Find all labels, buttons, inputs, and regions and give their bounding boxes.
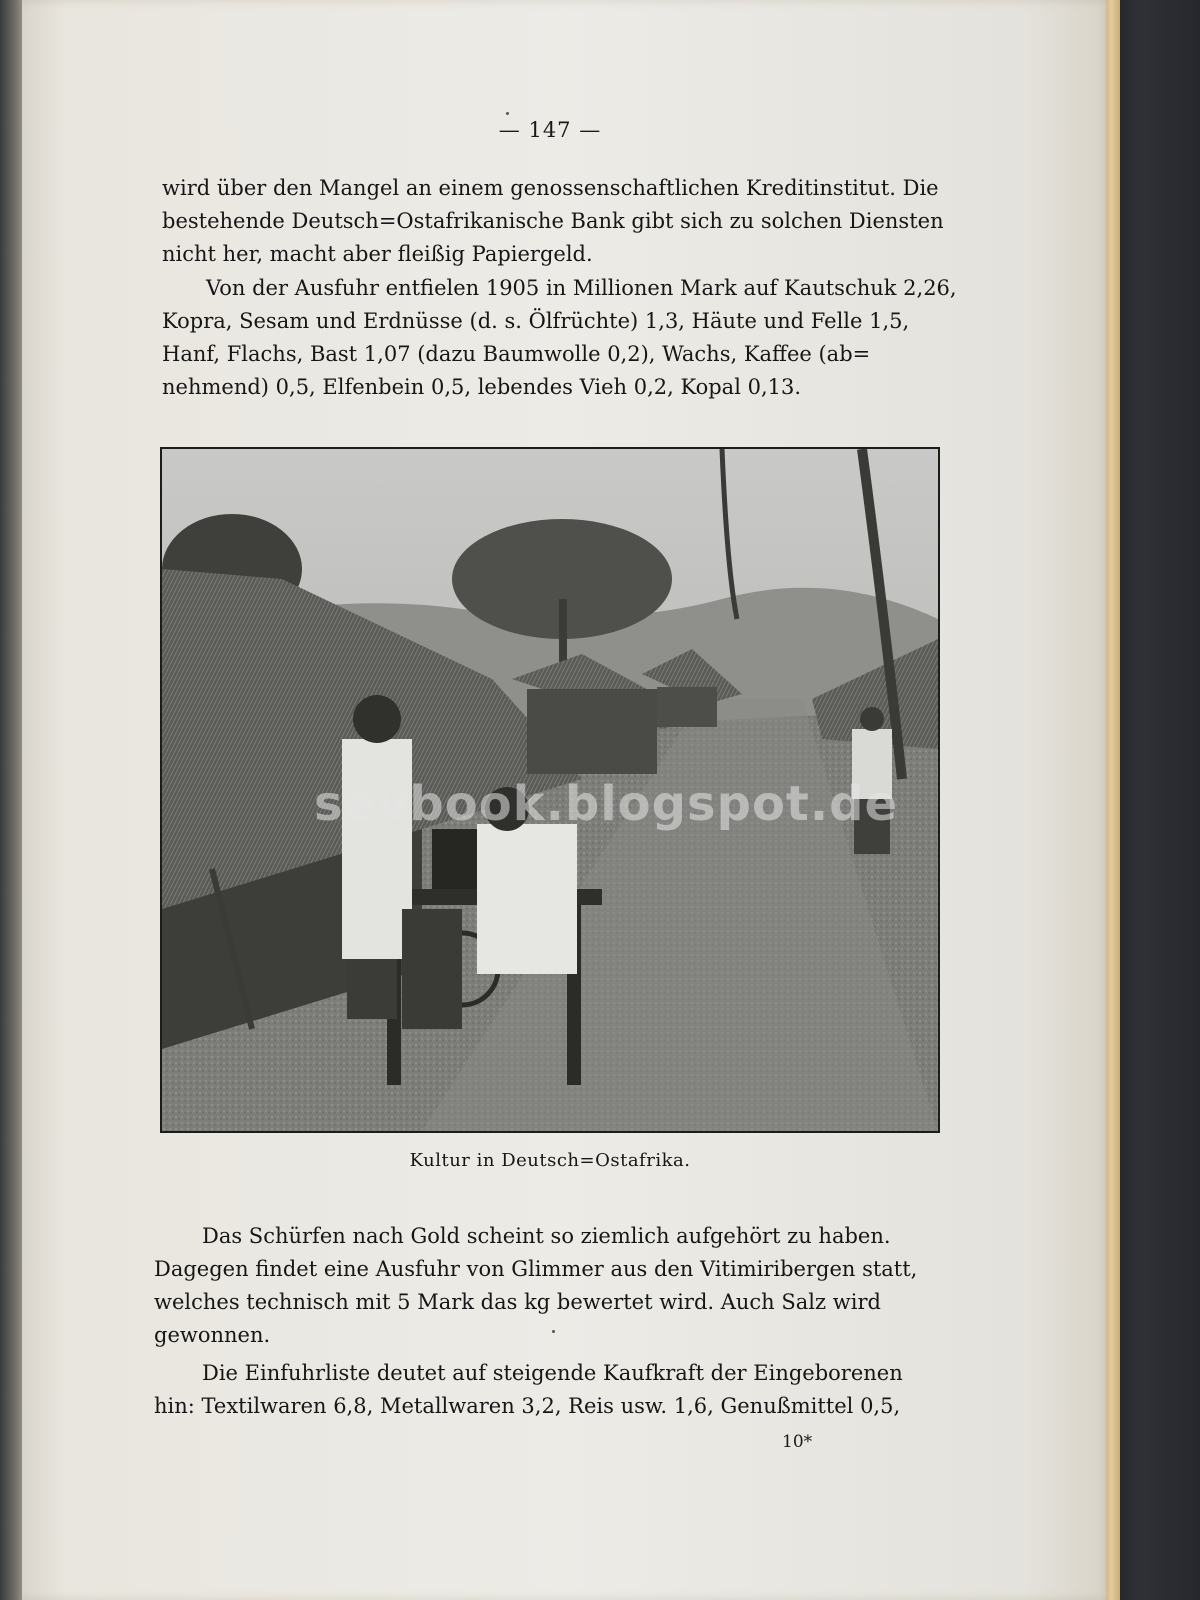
watermark-text: sevbook.blogspot.de: [313, 776, 899, 832]
page-number: — 147 —: [498, 118, 602, 142]
page-edge: [1106, 0, 1120, 1600]
paragraph-credit: [162, 172, 944, 271]
text-line: welches technisch mit 5 Mark das kg bewertet wird. Auch Salz wird: [154, 1290, 881, 1314]
text-line: bestehende Deutsch=Ostafrikanische Bank gibt sich zu solchen Diensten: [162, 209, 944, 233]
figure-caption: Kultur in Deutsch=Ostafrika.: [409, 1150, 691, 1171]
print-speck: [506, 112, 509, 115]
text-line: wird über den Mangel an einem genossenschaftlichen Kreditinstitut. Die: [162, 176, 939, 200]
text-line: Kopra, Sesam und Erdnüsse (d. s. Ölfrüchte) 1,3, Häute und Felle 1,5,: [162, 309, 910, 333]
text-line: Die Einfuhrliste deutet auf steigende Kaufkraft der Eingeborenen: [202, 1361, 903, 1385]
text-line: nehmend) 0,5, Elfenbein 0,5, lebendes Vieh 0,2, Kopal 0,13.: [162, 375, 802, 399]
text-line: nicht her, macht aber fleißig Papiergeld.: [162, 242, 593, 266]
text-line: gewonnen.: [154, 1323, 271, 1347]
text-line: Dagegen findet eine Ausfuhr von Glimmer aus den Vitimiribergen statt,: [154, 1257, 918, 1281]
signature-mark: 10*: [782, 1432, 813, 1452]
paragraph-gold: [154, 1220, 944, 1352]
paragraph-exports: [162, 272, 957, 404]
paragraph-imports: [154, 1357, 944, 1423]
text-line: Hanf, Flachs, Bast 1,07 (dazu Baumwolle 0,2), Wachs, Kaffee (ab=: [162, 342, 871, 366]
text-line: Das Schürfen nach Gold scheint so ziemlich aufgehört zu haben.: [202, 1224, 891, 1248]
text-line: Von der Ausfuhr entfielen 1905 in Millionen Mark auf Kautschuk 2,26,: [206, 276, 957, 300]
text-line: hin: Textilwaren 6,8, Metallwaren 3,2, Reis usw. 1,6, Genußmittel 0,5,: [154, 1394, 901, 1418]
